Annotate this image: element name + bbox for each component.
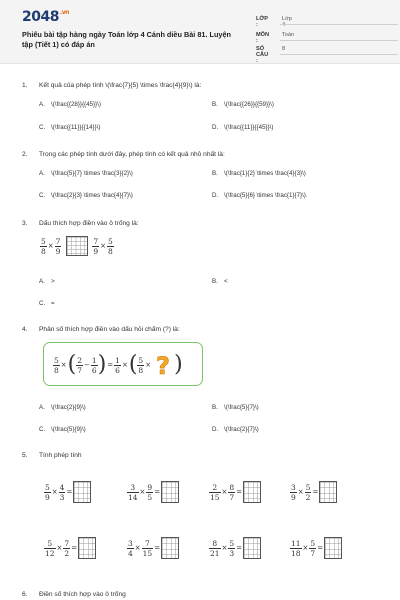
q4-option-b[interactable]: B. \(\frac{5}{7}\) [212, 404, 259, 411]
q4-option-d[interactable]: D. \(\frac{2}{7}\) [212, 426, 259, 433]
answer-box[interactable] [319, 481, 337, 503]
q5-product-8: $\frac{11}{18}$ × $\frac{5}{7}$ = [290, 537, 342, 559]
q5-product-2: $\frac{3}{14}$ × $\frac{9}{5}$ = [127, 481, 179, 503]
fraction: $\frac{5}{2}$ [305, 482, 311, 502]
answer-box[interactable] [78, 537, 96, 559]
q1-option-c[interactable]: C. \(\frac{{11}}{{14}}\) [39, 124, 101, 131]
fraction: $\frac{2}{15}$ [210, 482, 220, 502]
q3-option-b[interactable]: B. < [212, 278, 228, 285]
fraction: $\frac{1}{6}$ [115, 355, 120, 375]
answer-box[interactable] [324, 537, 342, 559]
fraction: $\frac{9}{5}$ [147, 482, 153, 502]
fraction: $\frac{5}{9}$ [45, 482, 50, 502]
q2-option-d[interactable]: D. \(\frac{5}{6} \times \frac{1}{7}\). [212, 192, 308, 199]
answer-box[interactable] [161, 481, 179, 503]
q2-option-c[interactable]: C. \(\frac{2}{3} \times \frac{4}{7}\) [39, 192, 133, 199]
fraction: $\frac{8}{21}$ [210, 538, 220, 558]
answer-box[interactable] [161, 537, 179, 559]
q5-product-4: $\frac{3}{9}$ × $\frac{5}{2}$ = [290, 481, 337, 503]
fraction: $\frac{5}{7}$ [310, 538, 316, 558]
fraction: $\frac{5}{8}$ [41, 236, 46, 256]
worksheet-title: Phiếu bài tập hàng ngày Toán lớp 4 Cánh diều Bài 81. Luyện tập (Tiết 1) có đáp án [22, 30, 231, 49]
q5-product-7: $\frac{8}{21}$ × $\frac{5}{3}$ = [209, 537, 261, 559]
fraction: $\frac{5}{8}$ [138, 355, 144, 375]
q1-option-a[interactable]: A. \(\frac{{28}}{{45}}\) [39, 101, 101, 108]
q5-product-6: $\frac{3}{4}$ × $\frac{7}{15}$ = [127, 537, 179, 559]
fraction: $\frac{2}{7}$ [77, 355, 83, 375]
fraction: $\frac{11}{18}$ [291, 538, 301, 558]
fraction: $\frac{3}{14}$ [128, 482, 138, 502]
q4-expression-box [43, 342, 203, 386]
q1-option-d[interactable]: D. \(\frac{{11}}{{45}}\) [212, 124, 274, 131]
fraction: $\frac{7}{9}$ [55, 236, 61, 256]
site-logo[interactable]: $2048^{.vn}$ [22, 9, 69, 25]
q5-product-3: $\frac{2}{15}$ × $\frac{8}{7}$ = [209, 481, 261, 503]
fraction: $\frac{3}{9}$ [291, 482, 296, 502]
q5-product-5: $\frac{5}{12}$ × $\frac{7}{2}$ = [44, 537, 96, 559]
fraction: $\frac{5}{8}$ [54, 355, 59, 375]
q3-option-c[interactable]: C. = [39, 300, 55, 307]
q3-option-a[interactable]: A. > [39, 278, 55, 285]
q5-product-1: $\frac{5}{9}$ × $\frac{4}{3}$ = [44, 481, 91, 503]
question-mark-icon [152, 352, 174, 378]
answer-box[interactable] [66, 236, 88, 256]
answer-box[interactable] [243, 481, 261, 503]
fraction: $\frac{7}{9}$ [93, 236, 99, 256]
q4-option-c[interactable]: C. \(\frac{5}{9}\) [39, 426, 86, 433]
fraction: $\frac{5}{8}$ [108, 236, 113, 256]
fraction: $\frac{5}{12}$ [45, 538, 55, 558]
fraction: $\frac{8}{7}$ [229, 482, 235, 502]
q2-option-a[interactable]: A. \(\frac{5}{7} \times \frac{3}{2}\) [39, 170, 133, 177]
fraction: $\frac{7}{2}$ [64, 538, 70, 558]
answer-box[interactable] [243, 537, 261, 559]
fraction: $\frac{3}{4}$ [128, 538, 133, 558]
fraction: $\frac{4}{3}$ [59, 482, 65, 502]
fraction: $\frac{1}{6}$ [91, 355, 97, 375]
worksheet-header: $2048^{.vn}$ Phiếu bài tập hàng ngày Toán lớp 4 Cánh diều Bài 81. Luyện tập (Tiết 1) có đáp án LỚP : Lớp 4 MÔN : Toán SỐ CÂU : 8 [0, 0, 400, 64]
svg-text:?: ? [156, 352, 171, 378]
q4-expression: $\frac{5}{8}$ ×( $\frac{2}{7}$ − $\frac{1}{6}$ )= $\frac{1}{6}$ ×( $\frac{5}{8}$ × ? ) [54, 352, 183, 378]
answer-box[interactable] [73, 481, 91, 503]
fraction: $\frac{7}{15}$ [142, 538, 153, 558]
q3-expression: $\frac{5}{8}$ × $\frac{7}{9}$ $\frac{7}{9}$ × $\frac{5}{8}$ [41, 236, 113, 256]
fraction: $\frac{5}{3}$ [229, 538, 235, 558]
q1-option-b[interactable]: B. \(\frac{{26}}{{59}}\) [212, 101, 274, 108]
q4-option-a[interactable]: A. \(\frac{2}{9}\) [39, 404, 86, 411]
q2-option-b[interactable]: B. \(\frac{1}{2} \times \frac{4}{3}\) [212, 170, 306, 177]
